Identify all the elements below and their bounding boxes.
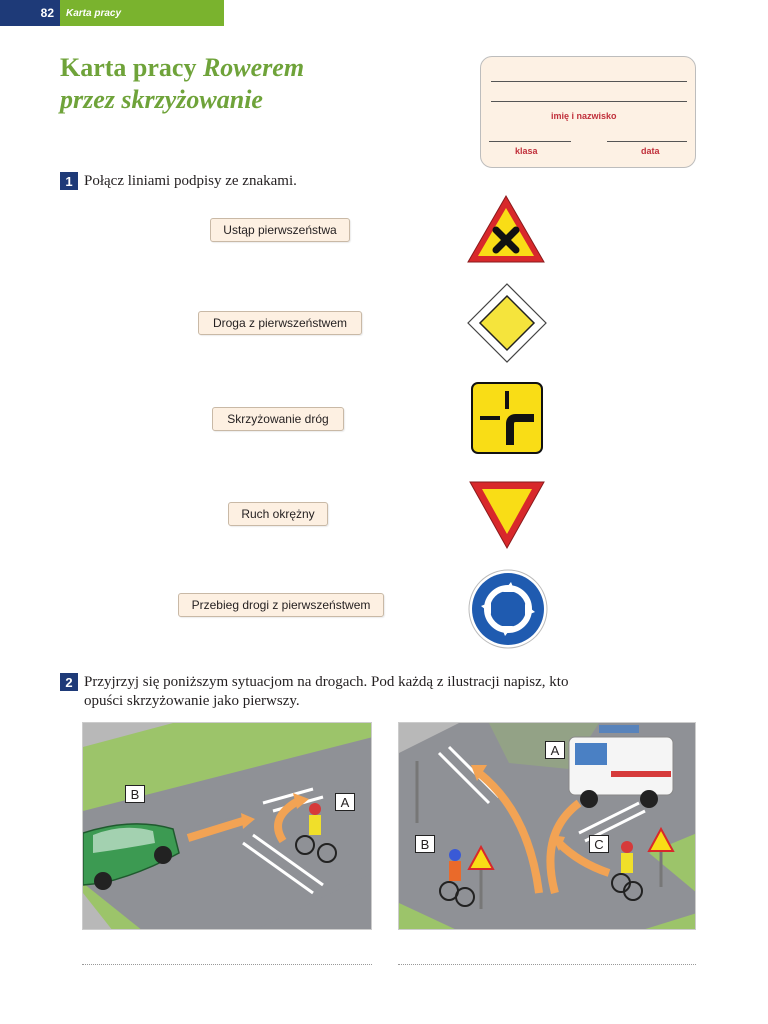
give-way-sign-icon[interactable] <box>467 479 547 551</box>
date-line[interactable] <box>607 141 687 142</box>
date-caption: data <box>641 146 660 156</box>
class-line[interactable] <box>489 141 571 142</box>
title-plain: Karta pracy <box>60 53 197 82</box>
scene-1-tag-a: A <box>335 793 355 811</box>
task-2-instruction <box>84 673 754 711</box>
page-number: 82 <box>0 0 60 26</box>
page-header <box>0 0 224 26</box>
roundabout-sign-icon[interactable] <box>467 568 549 650</box>
scene-1-tag-b: B <box>125 785 145 803</box>
name-line-2[interactable] <box>491 101 687 102</box>
class-caption: klasa <box>515 146 538 156</box>
label-priority-road[interactable]: Droga z pierwszeństwem <box>198 311 362 335</box>
task-2-number: 2 <box>60 673 78 691</box>
priority-road-course-sign-icon[interactable] <box>470 381 544 455</box>
title-italic-1: Rowerem <box>202 53 305 82</box>
task-2-instruction-line-1: Przyjrzyj się poniższym sytuacjom na drogach. Pod każdą z ilustracji napisz, kto <box>84 674 569 690</box>
task-1-instruction: Połącz liniami podpisy ze znakami. <box>84 173 297 189</box>
scene-2-tag-c: C <box>589 835 609 853</box>
page-title <box>60 52 420 116</box>
answer-line-scene-1[interactable] <box>82 964 372 965</box>
scene-2-tag-b: B <box>415 835 435 853</box>
title-italic-2: przez skrzyżowanie <box>60 85 263 114</box>
student-name-box <box>480 56 696 168</box>
label-priority-road-course[interactable]: Przebieg drogi z pierwszeństwem <box>178 593 384 617</box>
name-caption: imię i nazwisko <box>551 111 617 121</box>
label-roundabout[interactable]: Ruch okrężny <box>228 502 328 526</box>
task-1-number: 1 <box>60 172 78 190</box>
section-label: Karta pracy <box>66 7 122 19</box>
name-line-1[interactable] <box>491 81 687 82</box>
intersection-scene-2 <box>398 722 696 930</box>
task-2-instruction-line-2: opuści skrzyżowanie jako pierwszy. <box>84 693 300 709</box>
crossroads-warning-sign-icon[interactable] <box>465 193 547 265</box>
intersection-scene-1 <box>82 722 372 930</box>
priority-road-sign-icon[interactable] <box>466 282 548 364</box>
scene-2-tag-a: A <box>545 741 565 759</box>
intersection-scene-1-illustration <box>83 723 372 930</box>
label-crossroads[interactable]: Skrzyżowanie dróg <box>212 407 344 431</box>
answer-line-scene-2[interactable] <box>398 964 696 965</box>
label-give-way[interactable]: Ustąp pierwszeństwa <box>210 218 350 242</box>
